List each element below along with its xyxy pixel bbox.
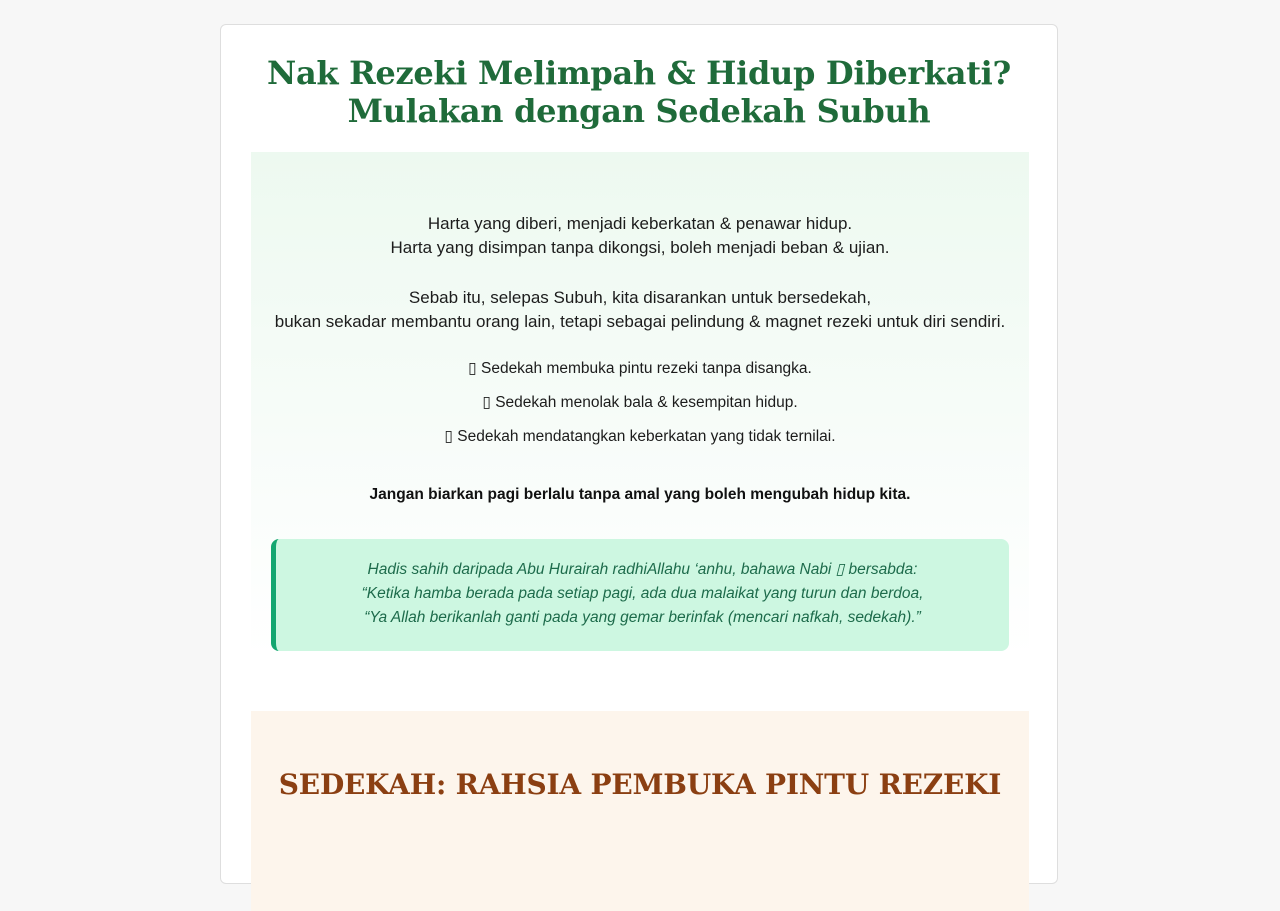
page-title [221,25,1057,130]
hadith-line: “Ya Allah berikanlah ganti pada yang gemar berinfak (mencari nafkah, sedekah).” [364,609,921,626]
benefit-item [251,358,1029,392]
intro-section [251,152,1029,658]
intro-line: bukan sekadar membantu orang lain, tetapi sebagai pelindung & magnet rezeki untuk diri sendiri. [274,312,1006,331]
intro-line: Harta yang disimpan tanpa dikongsi, boleh menjadi beban & ujian. [390,238,890,257]
benefit-text: Sedekah membuka pintu rezeki tanpa disangka. [480,360,812,377]
missing-glyph-icon: ▯ [468,360,477,377]
section-title: SEDEKAH: RAHSIA PEMBUKA PINTU REZEKI [278,768,1002,801]
benefit-item [251,426,1029,460]
benefit-item [251,392,1029,426]
intro-paragraph-1 [251,212,1029,260]
benefit-text: Sedekah mendatangkan keberkatan yang tidak ternilai. [457,428,836,445]
page-title-line1: Nak Rezeki Melimpah & Hidup Diberkati? [267,54,1011,92]
call-to-action: Jangan biarkan pagi berlalu tanpa amal yang boleh mengubah hidup kita. [369,486,911,503]
benefit-list [251,358,1029,460]
hadith-line: Hadis sahih daripada Abu Hurairah radhiAllahu ‘anhu, bahawa Nabi ▯ bersabda: [367,561,918,578]
hadith-line: “Ketika hamba berada pada setiap pagi, ada dua malaikat yang turun dan berdoa, [361,585,924,602]
content-card [220,24,1058,884]
missing-glyph-icon: ▯ [444,428,453,445]
intro-line: Sebab itu, selepas Subuh, kita disarankan untuk bersedekah, [408,288,872,307]
sedekah-section [251,711,1029,911]
page-title-line2: Mulakan dengan Sedekah Subuh [347,92,931,130]
intro-paragraph-2 [251,286,1029,334]
intro-line: Harta yang diberi, menjadi keberkatan & penawar hidup. [427,214,853,233]
hadith-quote [271,539,1009,651]
benefit-text: Sedekah menolak bala & kesempitan hidup. [495,394,798,411]
missing-glyph-icon: ▯ [482,394,491,411]
